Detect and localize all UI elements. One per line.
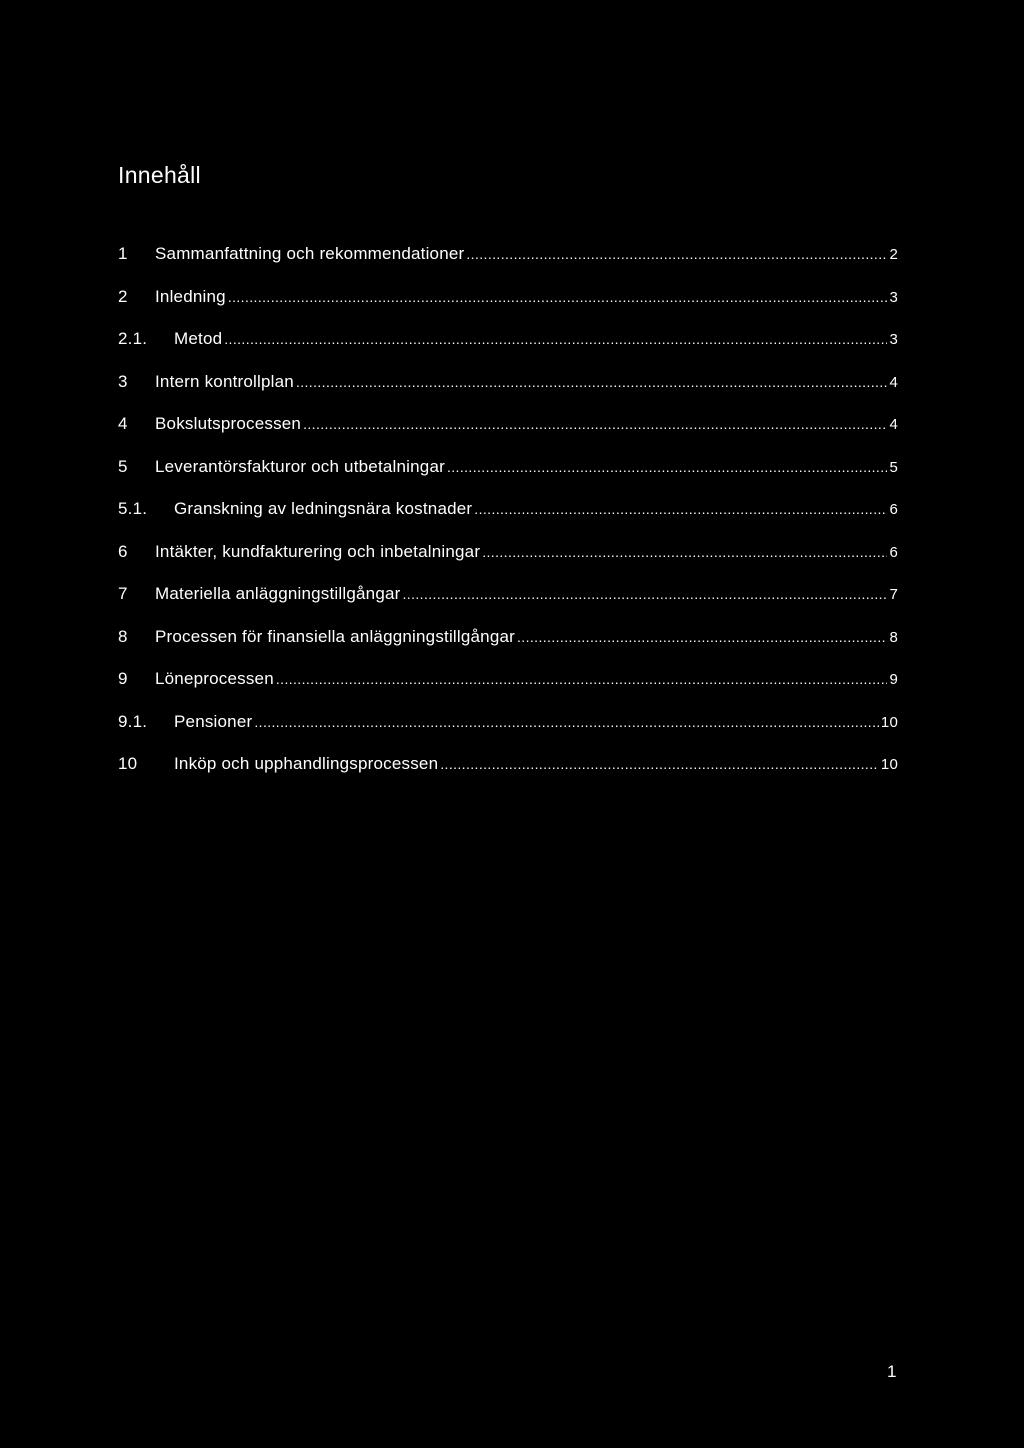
toc-entry-number: 9 — [118, 669, 128, 688]
toc-entry[interactable] — [118, 414, 898, 457]
toc-entry-title: Löneprocessen — [155, 669, 274, 688]
toc-heading: Innehåll — [118, 162, 201, 188]
toc-entry-title: Leverantörsfakturor och utbetalningar — [155, 456, 445, 476]
toc-entry-number: 10 — [118, 754, 138, 773]
toc-dot-leader — [228, 289, 888, 305]
toc-entry-number: 6 — [118, 541, 128, 561]
toc-entry-page: 3 — [889, 331, 898, 348]
toc-entry-title: Inledning — [155, 286, 226, 306]
toc-entry-number: 3 — [118, 371, 128, 391]
toc-entry[interactable] — [118, 627, 898, 670]
toc-dot-leader — [224, 331, 887, 347]
toc-entry[interactable] — [118, 287, 898, 330]
toc-entry-title: Intäkter, kundfakturering och inbetalningar — [155, 541, 481, 561]
toc-entry-page: 10 — [880, 713, 898, 731]
toc-entry-title: Pensioner — [174, 711, 253, 731]
toc-entry-number: 5 — [118, 456, 128, 476]
toc-dot-leader — [254, 714, 879, 730]
toc-dot-leader — [517, 629, 887, 645]
toc-entry-title: Bokslutsprocessen — [155, 414, 302, 433]
toc-entry-title: Sammanfattning och rekommendationer — [155, 244, 465, 263]
toc-entry-page: 3 — [889, 288, 898, 306]
toc-entry-title: Metod — [174, 329, 223, 348]
toc-entry-number: 7 — [118, 584, 128, 603]
toc-dot-leader — [474, 501, 887, 517]
toc-entry-page: 4 — [889, 416, 898, 433]
toc-entry-title: Processen för finansiella anläggningstillgångar — [155, 626, 516, 646]
toc-entry-number: 2 — [118, 286, 128, 306]
toc-entry[interactable] — [118, 499, 898, 542]
toc-entry-page: 5 — [889, 458, 898, 476]
toc-entry-number: 1 — [118, 244, 128, 263]
toc-entry-number: 8 — [118, 626, 128, 646]
toc-entry-page: 9 — [889, 671, 898, 688]
toc-entry-title: Granskning av ledningsnära kostnader — [174, 499, 473, 518]
toc-entry-page: 6 — [889, 543, 898, 561]
toc-dot-leader — [276, 671, 888, 687]
toc-entry[interactable] — [118, 244, 898, 287]
toc-entry-number: 9.1. — [118, 711, 148, 731]
toc-entry[interactable] — [118, 542, 898, 585]
toc-entry-number: 2.1. — [118, 329, 148, 348]
toc-entry-page: 7 — [889, 586, 898, 603]
toc-entry-page: 2 — [889, 246, 898, 263]
toc-entry-page: 6 — [889, 501, 898, 518]
toc-dot-leader — [447, 459, 887, 475]
toc-entry[interactable] — [118, 669, 898, 712]
toc-entry[interactable] — [118, 754, 898, 797]
toc-entry-page: 8 — [889, 628, 898, 646]
toc-entry-number: 5.1. — [118, 499, 148, 518]
toc-entry[interactable] — [118, 329, 898, 372]
toc-entry-page: 4 — [889, 373, 898, 391]
toc-entry-page: 10 — [880, 756, 898, 773]
toc-dot-leader — [466, 246, 887, 262]
toc-entry[interactable] — [118, 457, 898, 500]
toc-entry[interactable] — [118, 584, 898, 627]
toc-dot-leader — [296, 374, 888, 390]
toc-entry-number: 4 — [118, 414, 128, 433]
toc-dot-leader — [482, 544, 887, 560]
toc-dot-leader — [440, 756, 879, 772]
toc-entry[interactable] — [118, 372, 898, 415]
toc-entry-title: Intern kontrollplan — [155, 371, 294, 391]
toc-entry[interactable] — [118, 712, 898, 755]
toc-dot-leader — [403, 586, 888, 602]
toc-entry-title: Inköp och upphandlingsprocessen — [174, 754, 439, 773]
toc-dot-leader — [303, 416, 887, 432]
page-number: 1 — [887, 1362, 897, 1381]
table-of-contents — [118, 244, 898, 797]
toc-entry-title: Materiella anläggningstillgångar — [155, 584, 401, 603]
